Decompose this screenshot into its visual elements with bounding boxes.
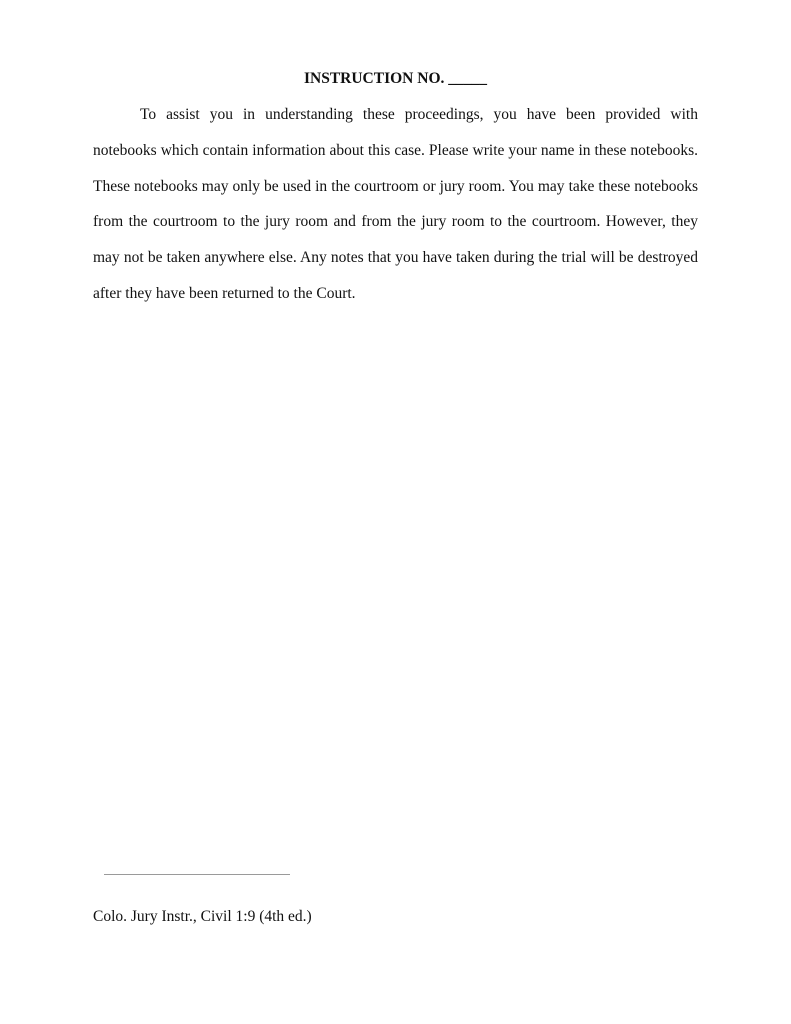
footnote-separator	[104, 874, 290, 875]
citation-footnote: Colo. Jury Instr., Civil 1:9 (4th ed.)	[93, 908, 312, 925]
instruction-title: INSTRUCTION NO. _____	[303, 70, 487, 87]
instruction-paragraph: To assist you in understanding these proceedings, you have been provided with notebooks which contain information about this case. Please write your name in these notebooks. These notebooks may only be used in the courtroom or jury room. You may take these notebooks from the courtroom to the jury room and from the jury room to the courtroom. However, they may not be taken anywhere else. Any notes that you have taken during the trial will be destroyed after they have been returned to the Court.	[93, 106, 698, 302]
